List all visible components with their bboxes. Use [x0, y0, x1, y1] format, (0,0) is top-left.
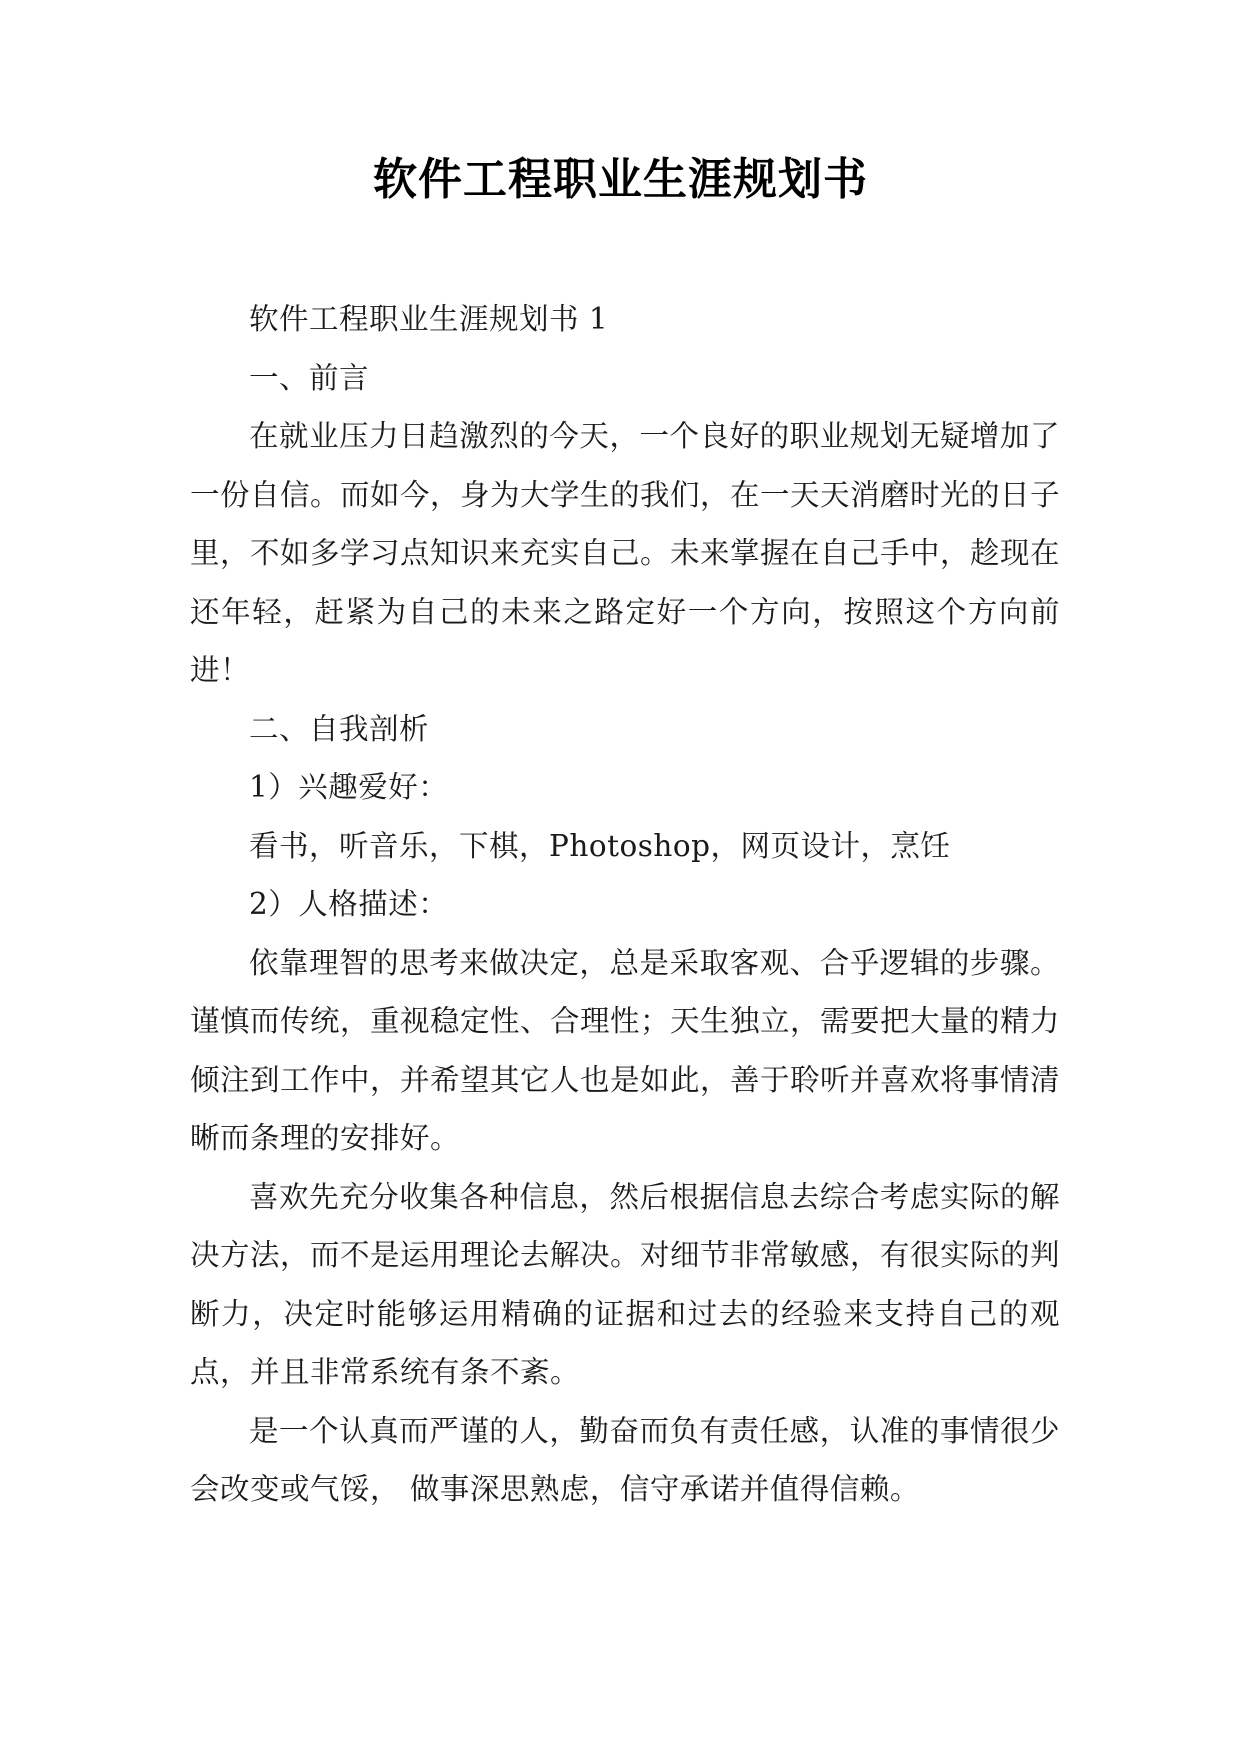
heading-preface: 一、前言	[249, 360, 370, 395]
subheading-interests: 1）兴趣爱好：	[249, 770, 449, 804]
subheading-personality: 2）人格描述：	[249, 887, 449, 921]
document-body	[190, 290, 1060, 1519]
heading-self-analysis: 二、自我剖析	[249, 711, 430, 746]
document-title: 软件工程职业生涯规划书	[373, 154, 868, 205]
paragraph-preface: 在就业压力日趋激烈的今天，一个良好的职业规划无疑增加了一份自信。而如今，身为大学生的我们，在一天天消磨时光的日子里，不如多学习点知识来充实自己。未来掌握在自己手中，趁现在还年轻，赶紧为自己的未来之路定好一个方向，按照这个方向前进！	[190, 419, 1061, 687]
paragraph-personality-2: 喜欢先充分收集各种信息，然后根据信息去综合考虑实际的解决方法，而不是运用理论去解决。对细节非常敏感，有很实际的判断力，决定时能够运用精确的证据和过去的经验来支持自己的观点，并且非常系统有条不紊。	[190, 1179, 1061, 1389]
paragraph-personality-1: 依靠理智的思考来做决定，总是采取客观、合乎逻辑的步骤。谨慎而传统，重视稳定性、合理性；天生独立，需要把大量的精力倾注到工作中，并希望其它人也是如此，善于聆听并喜欢将事情清晰而条理的安排好。	[190, 945, 1061, 1155]
paragraph-personality-3: 是一个认真而严谨的人，勤奋而负有责任感，认准的事情很少会改变或气馁， 做事深思熟虑，信守承诺并值得信赖。	[190, 1413, 1060, 1506]
section-subtitle: 软件工程职业生涯规划书 1	[249, 302, 609, 336]
paragraph-interests: 看书，听音乐，下棋，Photoshop，网页设计，烹饪	[249, 828, 951, 863]
